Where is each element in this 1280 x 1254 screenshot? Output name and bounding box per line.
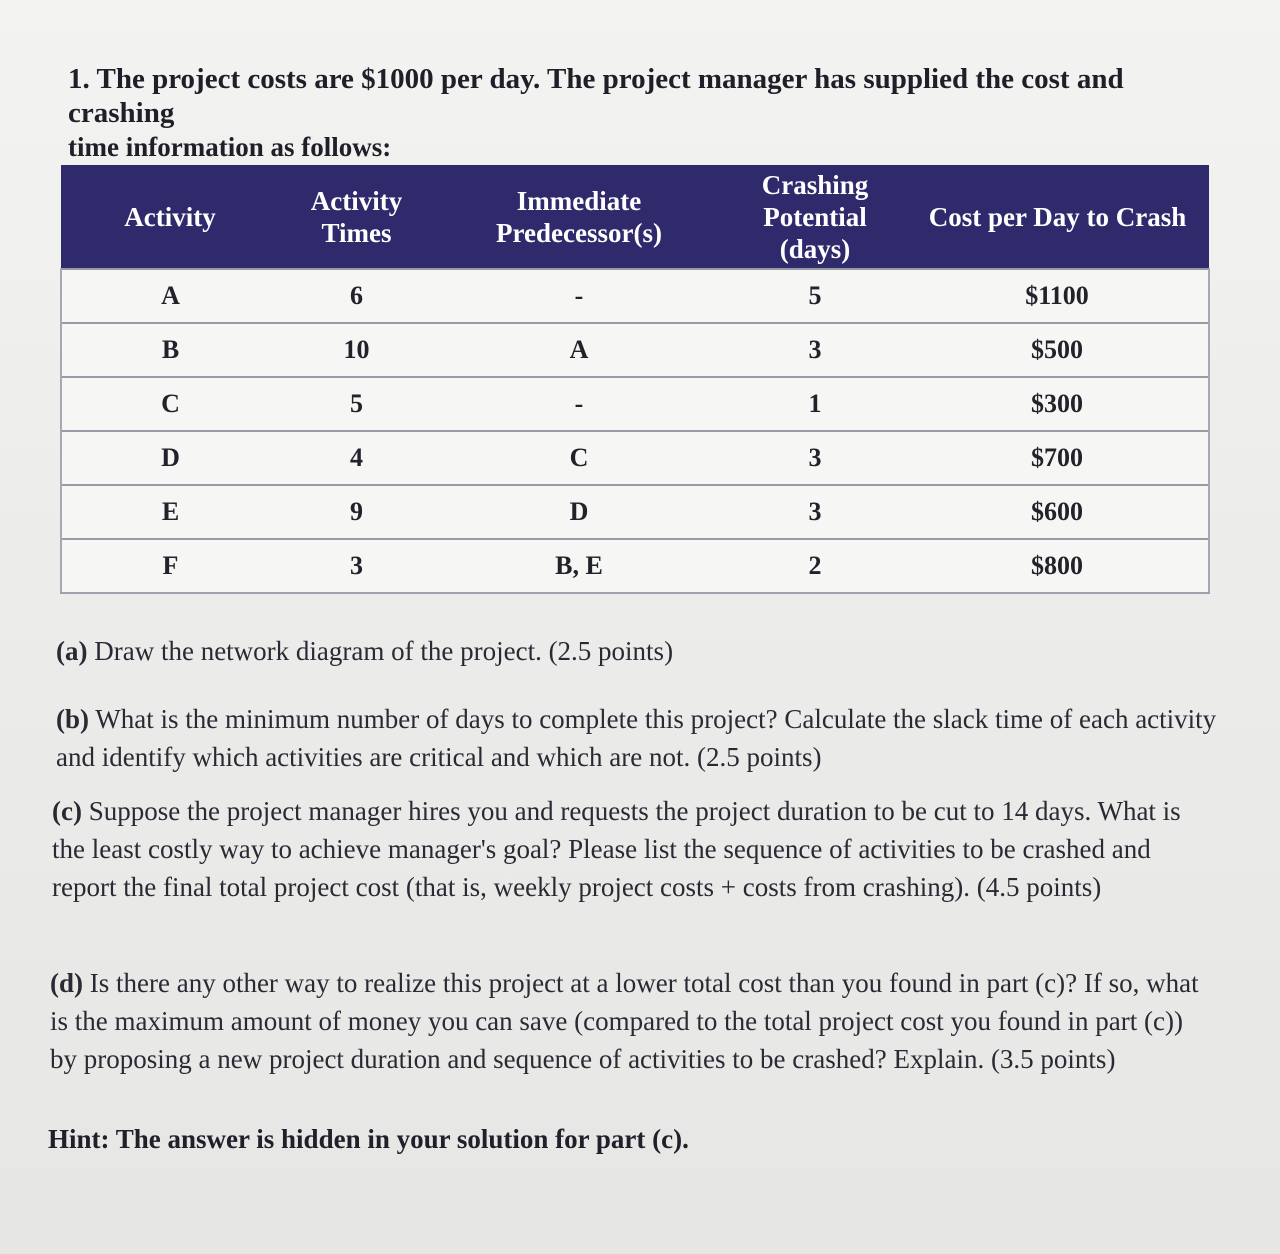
crashing-table — [60, 165, 1210, 594]
cell-activity: D — [61, 431, 279, 485]
header-cost-per-day-to-crash: Cost per Day to Crash — [928, 201, 1187, 232]
cell-activity-time: 3 — [279, 539, 434, 593]
cell-predecessors: A — [434, 323, 724, 377]
cell-crashing-potential: 3 — [724, 323, 906, 377]
cell-predecessors: B, E — [434, 539, 724, 593]
cell-crash-cost: $300 — [906, 377, 1209, 431]
cell-crashing-potential: 1 — [724, 377, 906, 431]
header-activity: Activity — [124, 201, 216, 232]
header-immediate-predecessors: Immediate Predecessor(s) — [496, 185, 662, 248]
intro-line-1: 1. The project costs are $1000 per day. The project manager has supplied the cost and crashing — [68, 63, 1124, 129]
cell-activity: C — [61, 377, 279, 431]
cell-activity-time: 10 — [279, 323, 434, 377]
table-row — [61, 431, 1209, 485]
question-b — [56, 700, 1221, 776]
table-row — [61, 323, 1209, 377]
cell-activity-time: 5 — [279, 377, 434, 431]
header-crashing-potential: Crashing Potential (days) — [761, 169, 869, 264]
intro-line-2: time information as follows: — [68, 132, 392, 162]
cell-predecessors: C — [434, 431, 724, 485]
cell-predecessors: D — [434, 485, 724, 539]
cell-crashing-potential: 5 — [724, 269, 906, 323]
cell-activity: F — [61, 539, 279, 593]
cell-crash-cost: $500 — [906, 323, 1209, 377]
cell-activity: B — [61, 323, 279, 377]
question-b-label: (b) — [56, 704, 89, 734]
table-row — [61, 269, 1209, 323]
cell-predecessors: - — [434, 269, 724, 323]
question-c-label: (c) — [52, 796, 82, 826]
cell-crashing-potential: 2 — [724, 539, 906, 593]
cell-crashing-potential: 3 — [724, 485, 906, 539]
question-c — [52, 792, 1217, 906]
question-d — [50, 964, 1215, 1078]
problem-intro — [68, 62, 1218, 164]
table-row — [61, 539, 1209, 593]
question-d-text: Is there any other way to realize this project at a lower total cost than you found in part (c)? If so, what is the maximum amount of money you can save (compared to the total project cost you found in part (c)) by proposing a new project duration and sequence of activities to be crashed? Explain. (3.5 points) — [50, 968, 1199, 1074]
cell-crash-cost: $800 — [906, 539, 1209, 593]
cell-crash-cost: $600 — [906, 485, 1209, 539]
question-a-label: (a) — [56, 636, 88, 666]
question-a — [56, 632, 1221, 670]
table-header-row — [61, 165, 1209, 269]
question-a-text: Draw the network diagram of the project. (2.5 points) — [94, 636, 674, 666]
cell-activity-time: 9 — [279, 485, 434, 539]
question-b-text: What is the minimum number of days to complete this project? Calculate the slack time of each activity and identify which activities are critical and which are not. (2.5 points) — [56, 704, 1217, 772]
cell-crash-cost: $700 — [906, 431, 1209, 485]
question-d-label: (d) — [50, 968, 83, 998]
cell-activity-time: 6 — [279, 269, 434, 323]
hint-text: Hint: The answer is hidden in your solution for part (c). — [48, 1124, 689, 1154]
cell-activity: E — [61, 485, 279, 539]
table-row — [61, 485, 1209, 539]
cell-predecessors: - — [434, 377, 724, 431]
header-activity-times: Activity Times — [310, 185, 403, 248]
cell-activity: A — [61, 269, 279, 323]
cell-crash-cost: $1100 — [906, 269, 1209, 323]
cell-activity-time: 4 — [279, 431, 434, 485]
question-c-text: Suppose the project manager hires you and requests the project duration to be cut to 14 days. What is the least costly way to achieve manager's goal? Please list the sequence of activities to be crashed and report the final total project cost (that is, weekly project costs + costs from crashing). (4.5 points) — [52, 796, 1181, 902]
table-row — [61, 377, 1209, 431]
cell-crashing-potential: 3 — [724, 431, 906, 485]
